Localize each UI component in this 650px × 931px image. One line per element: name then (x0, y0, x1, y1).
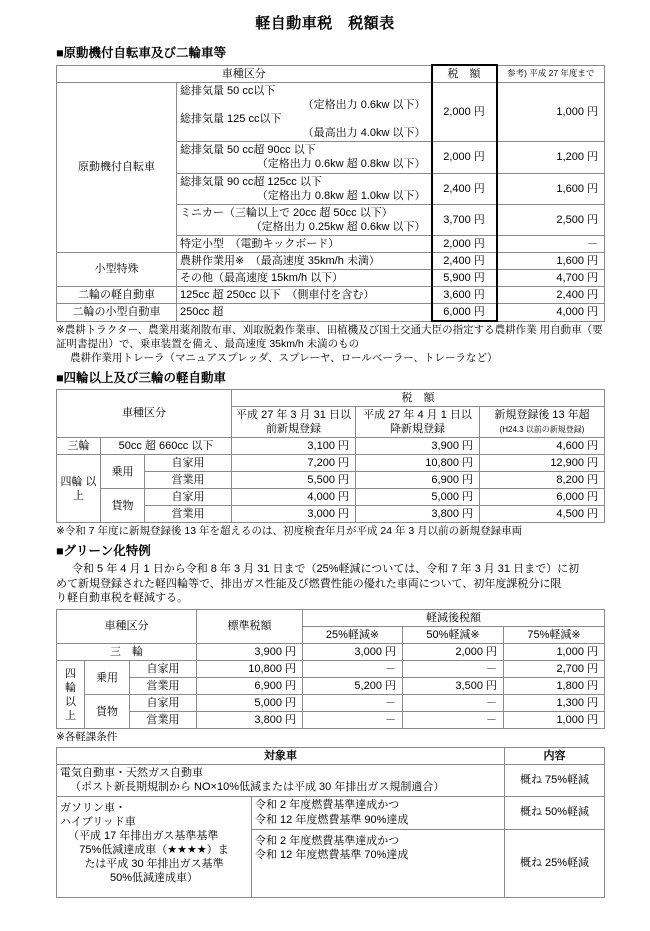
paragraph-line: 令和 5 年 4 月 1 日から令和 8 年 3 月 31 日まで（25%軽減については、令和 7 年 3 月 31 日まで）に初 (72, 563, 580, 576)
reference-value: 2,500 円 (497, 204, 605, 235)
tax-before: 3,000 円 (232, 506, 356, 523)
header-target-vehicle: 対象車 (57, 748, 505, 765)
tax-after: 3,800 円 (356, 506, 480, 523)
header-line: 平成 27 年 3 月 31 (236, 408, 326, 421)
tax-before: 5,500 円 (232, 472, 356, 489)
reduced-50: － (403, 695, 504, 712)
spec-line: （最高出力 4.0kw 以下） (302, 127, 426, 140)
row-detail: 自家用 (145, 455, 232, 472)
group-label-three-wheel: 三輪 (57, 438, 101, 455)
target-line: たは平成 30 年排出ガス基準 (84, 857, 224, 870)
footnote-line: ※令和 7 年度に新規登録後 13 年を超えるのは、初度検査年月が平成 24 年 3 月以前の新規登録車両 (56, 525, 523, 538)
condition-line: 令和 12 年度燃費基準 90%達成 (255, 813, 409, 826)
subgroup-freight: 貨物 (101, 489, 145, 523)
header-after-2015 (356, 406, 480, 437)
header-tax-amount: 税 額 (232, 389, 605, 406)
group-label-light-motorcycle: 二輪の軽自動車 (57, 287, 177, 304)
reference-value: 1,200 円 (497, 142, 605, 173)
group-label-three-wheel: 三 輪 (57, 644, 197, 661)
condition-50 (252, 796, 505, 829)
reduced-50: 3,500 円 (403, 678, 504, 695)
standard-tax: 6,900 円 (197, 678, 303, 695)
header-content: 内容 (505, 748, 605, 765)
document-page (0, 12, 650, 931)
table-row (57, 438, 605, 455)
page-title: 軽自動車税 税額表 (255, 15, 395, 32)
table-row (57, 489, 605, 506)
row-spec (177, 204, 432, 235)
tax-value: 2,000 円 (432, 235, 497, 252)
subgroup-freight: 貨物 (85, 695, 130, 729)
reference-value: 1,600 円 (497, 173, 605, 204)
table-row (57, 83, 605, 142)
spec-line: （定格出力 0.6kw 以下） (302, 99, 426, 112)
reduced-50: 2,000 円 (403, 644, 504, 661)
footnote-line: ※各軽課条件 (56, 731, 118, 744)
tax-value: 3,600 円 (432, 287, 497, 304)
reduced-25: 5,200 円 (303, 678, 403, 695)
table-four-wheel-and-three-wheel (56, 389, 605, 524)
reduced-75: 1,300 円 (504, 695, 605, 712)
header-line: 平成 27 年 4 月 1 (363, 408, 447, 421)
header-line: (H24.3 以前の新規登録) (499, 424, 585, 434)
target-line: 75%低減達成車（★★★★）ま (79, 843, 229, 856)
reduced-75: 1,800 円 (504, 678, 605, 695)
reference-value: 4,700 円 (497, 270, 605, 287)
subgroup-passenger: 乗用 (101, 455, 145, 489)
table-row (57, 304, 605, 322)
reduced-25: － (303, 712, 403, 729)
table-row (57, 796, 605, 829)
tax-value: 6,000 円 (432, 304, 497, 322)
tax-value: 3,700 円 (432, 204, 497, 235)
tax-over13: 6,000 円 (480, 489, 605, 506)
standard-tax: 5,000 円 (197, 695, 303, 712)
group-label-char: 以 (65, 695, 76, 708)
header-reference: 参考) 平成 27 年度まで (497, 65, 605, 83)
spec-line: （定格出力 0.8kw 超 1.0kw 以下） (256, 189, 426, 202)
table-header-row (57, 748, 605, 765)
reduced-75: 2,700 円 (504, 661, 605, 678)
subgroup-passenger: 乗用 (85, 661, 130, 695)
tax-before: 3,100 円 (232, 438, 356, 455)
section-3-paragraph (56, 562, 604, 606)
condition-line: 令和 2 年度燃費基準達成かつ (255, 799, 400, 812)
table-row (57, 644, 605, 661)
footnote-line: ※農耕トラクター、農業用薬剤散布車、刈取脱穀作業車、田植機及び国土交通大臣の指定する農耕作業 (56, 324, 537, 337)
row-detail: 営業用 (130, 678, 197, 695)
table-row (57, 287, 605, 304)
table-row (57, 661, 605, 678)
reduced-25: － (303, 661, 403, 678)
standard-tax: 10,800 円 (197, 661, 303, 678)
target-line: （ポスト新長期規制から NO×10%低減または平成 30 年排出ガス規制適合） (70, 781, 445, 794)
group-label-small-motorcycle: 二輪の小型自動車 (57, 304, 177, 322)
target-vehicle-gasoline-hybrid (57, 796, 252, 897)
target-line: 電気自動車・天然ガス自動車 (60, 767, 203, 780)
tax-value: 2,000 円 (432, 83, 497, 142)
reference-value: － (497, 235, 605, 252)
header-standard-tax: 標準税額 (197, 609, 303, 643)
header-line: 新規登録後 13 年超 (494, 408, 590, 421)
row-detail: 営業用 (130, 712, 197, 729)
table-row (57, 678, 605, 695)
row-detail: 営業用 (145, 472, 232, 489)
header-category: 車種区分 (57, 609, 197, 643)
table-reduction-conditions (56, 747, 605, 897)
target-line: 50%低減達成車） (109, 871, 199, 884)
row-spec: 125cc 超 250cc 以下 （側車付を含む） (177, 287, 432, 304)
reduced-75: 1,000 円 (504, 644, 605, 661)
reduced-25: － (303, 695, 403, 712)
header-line: 日以前新規登録 (266, 408, 351, 435)
table-row (57, 765, 605, 796)
standard-tax: 3,800 円 (197, 712, 303, 729)
tax-after: 5,000 円 (356, 489, 480, 506)
table-green-tax-reduction (56, 609, 605, 730)
table-header-row (57, 609, 605, 626)
header-reduction-25: 25%軽減※ (303, 626, 403, 643)
header-category: 車種区分 (57, 65, 432, 83)
header-reduction-50: 50%軽減※ (403, 626, 504, 643)
content-value: 概ね 25%軽減 (505, 829, 605, 897)
row-spec (177, 142, 432, 173)
standard-tax: 3,900 円 (197, 644, 303, 661)
row-spec: 250cc 超 (177, 304, 432, 322)
target-line: ハイブリッド車 (60, 815, 136, 828)
condition-line: 令和 12 年度燃費基準 70%達成 (255, 848, 409, 861)
group-label-moped: 原動機付自転車 (57, 83, 177, 253)
section-3-heading: ■グリーン化特例 (56, 544, 151, 559)
section-2-footnote (56, 525, 608, 539)
target-line: ガソリン車・ (60, 801, 126, 814)
row-spec (177, 83, 432, 142)
paragraph-line: めて新規登録された軽四輪等で、排出ガス性能及び燃費性能の優れた車両について、初年度課税分に限 (56, 577, 562, 590)
tax-before: 7,200 円 (232, 455, 356, 472)
content-value: 概ね 50%軽減 (505, 796, 605, 829)
table-mopeds-and-motorcycles (56, 64, 605, 322)
spec-line: ミニカー（三輪以上で 20cc 超 50cc 以下） (180, 206, 393, 219)
tax-after: 3,900 円 (356, 438, 480, 455)
spec-line: 総排気量 50 cc以下 (180, 85, 276, 98)
group-label-line: 以上 (73, 475, 97, 502)
footnote-line: 用自動車（要証明書提出）で、乗車装置を備え、最高速度 35km/h 未満のもの (56, 324, 603, 351)
tax-over13: 8,200 円 (480, 472, 605, 489)
spec-line: 総排気量 50 cc超 90cc 以下 (180, 144, 316, 157)
row-spec: 農耕作業用※ （最高速度 35km/h 未満） (177, 252, 432, 269)
reference-value: 4,000 円 (497, 304, 605, 322)
group-label-char: 輪 (65, 681, 76, 694)
section-1-heading: ■原動機付自転車及び二輪車等 (56, 46, 227, 60)
tax-after: 6,900 円 (356, 472, 480, 489)
reference-value: 2,400 円 (497, 287, 605, 304)
header-reduction-75: 75%軽減※ (504, 626, 605, 643)
section-1-footnote (56, 324, 608, 366)
table-row (57, 695, 605, 712)
reduced-50: － (403, 661, 504, 678)
group-label-char: 上 (65, 709, 76, 722)
reduced-50: － (403, 712, 504, 729)
condition-line: 令和 2 年度燃費基準達成かつ (255, 834, 400, 847)
table-header-row (57, 65, 605, 83)
header-line: 日以降新規登録 (390, 408, 472, 435)
row-detail: 自家用 (130, 661, 197, 678)
spec-line: 総排気量 125 cc以下 (180, 113, 282, 126)
table-row (57, 712, 605, 729)
target-line: （平成 17 年排出ガス基準基準 (68, 829, 219, 842)
reduced-25: 3,000 円 (303, 644, 403, 661)
group-label-small-special: 小型特殊 (57, 252, 177, 286)
tax-over13: 4,600 円 (480, 438, 605, 455)
tax-over13: 12,900 円 (480, 455, 605, 472)
reduced-75: 1,000 円 (504, 712, 605, 729)
row-spec (177, 173, 432, 204)
group-label-four-wheel (57, 455, 101, 523)
tax-value: 2,000 円 (432, 142, 497, 173)
tax-value: 5,900 円 (432, 270, 497, 287)
row-spec: 特定小型 （電動キックボード） (177, 235, 432, 252)
group-label-char: 四 (65, 667, 76, 680)
header-category: 車種区分 (57, 389, 232, 437)
condition-25 (252, 829, 505, 897)
section-2-heading: ■四輪以上及び三輪の軽自動車 (56, 370, 227, 385)
header-over-13-years (480, 406, 605, 437)
reference-value: 1,000 円 (497, 83, 605, 142)
table-row (57, 455, 605, 472)
reference-value: 1,600 円 (497, 252, 605, 269)
row-detail: 自家用 (145, 489, 232, 506)
row-spec: その他（最高速度 15km/h 以下） (177, 270, 432, 287)
header-before-2015 (232, 406, 356, 437)
table-header-row (57, 389, 605, 406)
header-tax-amount: 税 額 (432, 65, 497, 83)
section-3-footnote (56, 731, 608, 745)
footnote-line: 農耕作業用トレーラ（マニュアスプレッダ、スプレーヤ、ロールベーラー、トレーラなど） (70, 351, 498, 364)
tax-before: 4,000 円 (232, 489, 356, 506)
spec-line: （定格出力 0.6kw 超 0.8kw 以下） (256, 158, 426, 171)
tax-value: 2,400 円 (432, 252, 497, 269)
group-label-line: 四輪 (60, 475, 83, 488)
row-detail: 50cc 超 660cc 以下 (101, 438, 232, 455)
table-row (57, 252, 605, 269)
tax-value: 2,400 円 (432, 173, 497, 204)
spec-line: 総排気量 90 cc超 125cc 以下 (180, 175, 322, 188)
row-detail: 自家用 (130, 695, 197, 712)
content-value: 概ね 75%軽減 (505, 765, 605, 796)
target-vehicle-ev (57, 765, 505, 796)
tax-after: 10,800 円 (356, 455, 480, 472)
paragraph-line: り軽自動車税を軽減する。 (56, 592, 188, 605)
tax-over13: 4,500 円 (480, 506, 605, 523)
spec-line: （定格出力 0.25kw 超 0.6kw 以下） (250, 220, 426, 233)
group-label-four-wheel (57, 661, 85, 729)
row-detail: 営業用 (145, 506, 232, 523)
header-reduced-tax: 軽減後税額 (303, 609, 605, 626)
